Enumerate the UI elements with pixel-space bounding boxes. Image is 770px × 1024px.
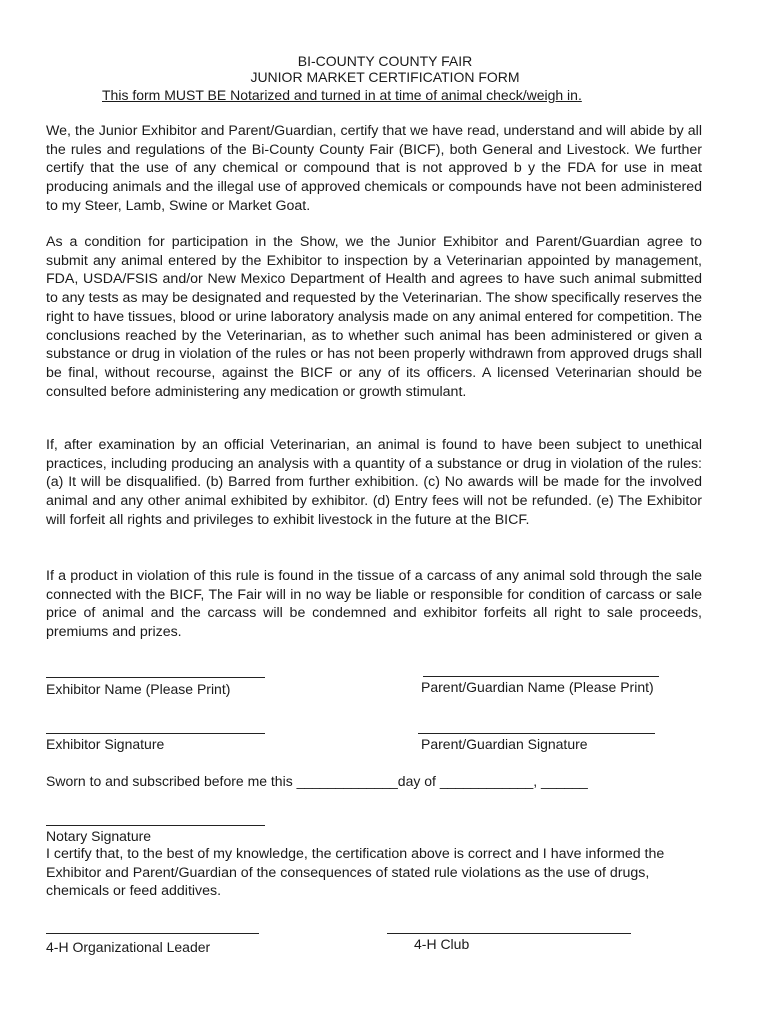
paragraph-inspection-condition: As a condition for participation in the Show, we the Junior Exhibitor and Parent/Guardian agree to submit any animal entered by the Exhibitor to inspection by a Veterinarian appointed by management, FDA, USDA/FSIS and/or New Mexico Department of Health and agrees to have such animal submitted to any tests as may be designated and requested by the Veterinarian. The show specifically reserves the right to have tissues, blood or urine laboratory analysis made on any animal entered for competition. The conclusions reached by the Veterinarian, as to whether such animal has been administered or given a substance or drug in violation of the rules or has not been properly withdrawn from approved drugs shall be final, without recourse, against the BICF or any of its officers. A licensed Veterinarian should be consulted before administering any medication or growth stimulant. — [46, 234, 702, 400]
paragraph-violation-penalties: If, after examination by an official Veterinarian, an animal is found to have been subject to unethical practices, including producing an analysis with a quantity of a substance or drug in violation of the rules: (a) It will be disqualified. (b) Barred from further exhibition. (c) No awards will be made for the involved animal and any other animal exhibited by exhibitor. (d) Entry fees will not be refunded. (e) The Exhibitor will forfeit all rights and privileges to exhibit livestock in the future at the BICF. — [46, 437, 702, 528]
parent-signature-line[interactable] — [418, 733, 655, 734]
club-line[interactable] — [387, 933, 631, 934]
notary-signature-line[interactable] — [46, 825, 265, 826]
notary-signature-label: Notary Signature — [46, 828, 152, 844]
paragraph-carcass-liability: If a product in violation of this rule is found in the tissue of a carcass of any animal sold through the sale connected with the BICF, The Fair will in no way be liable or responsible for condition of carcass or sale price of animal and the carcass will be condemned and exhibitor forfeits all right to sale proceeds, premiums and prizes. — [46, 568, 702, 641]
parent-name-label: Parent/Guardian Name (Please Print) — [421, 679, 654, 695]
notarization-notice: This form MUST BE Notarized and turned in at time of animal check/weigh in. — [102, 87, 582, 103]
parent-signature-label: Parent/Guardian Signature — [421, 736, 588, 752]
exhibitor-name-line[interactable] — [46, 677, 265, 678]
form-title-line2: JUNIOR MARKET CERTIFICATION FORM — [250, 69, 520, 85]
leader-label: 4-H Organizational Leader — [46, 939, 211, 955]
exhibitor-signature-line[interactable] — [46, 733, 265, 734]
leader-signature-line[interactable] — [46, 933, 259, 934]
exhibitor-name-label: Exhibitor Name (Please Print) — [46, 681, 231, 697]
leader-certification-text: I certify that, to the best of my knowledge, the certification above is correct and I have informed the Exhibitor and Parent/Guardian of the consequences of stated rule violations as the use of drugs, chemicals or feed additives. — [46, 846, 665, 900]
club-label: 4-H Club — [414, 936, 470, 952]
sworn-statement: Sworn to and subscribed before me this _____________day of ____________, ______ — [46, 773, 588, 789]
notarization-notice-text: This form MUST BE Notarized and turned in at time of animal check/weigh in — [102, 87, 578, 103]
exhibitor-signature-label: Exhibitor Signature — [46, 736, 165, 752]
parent-name-line[interactable] — [423, 676, 659, 677]
form-title-line1: BI-COUNTY COUNTY FAIR — [297, 53, 473, 69]
paragraph-certification: We, the Junior Exhibitor and Parent/Guardian, certify that we have read, understand and will abide by all the rules and regulations of the Bi-County County Fair (BICF), both General and Livestock. We further certify that the use of any chemical or compound that is not approved b y the FDA for use in meat producing animals and the illegal use of approved chemicals or compounds have not been administered to my Steer, Lamb, Swine or Market Goat. — [46, 123, 702, 214]
